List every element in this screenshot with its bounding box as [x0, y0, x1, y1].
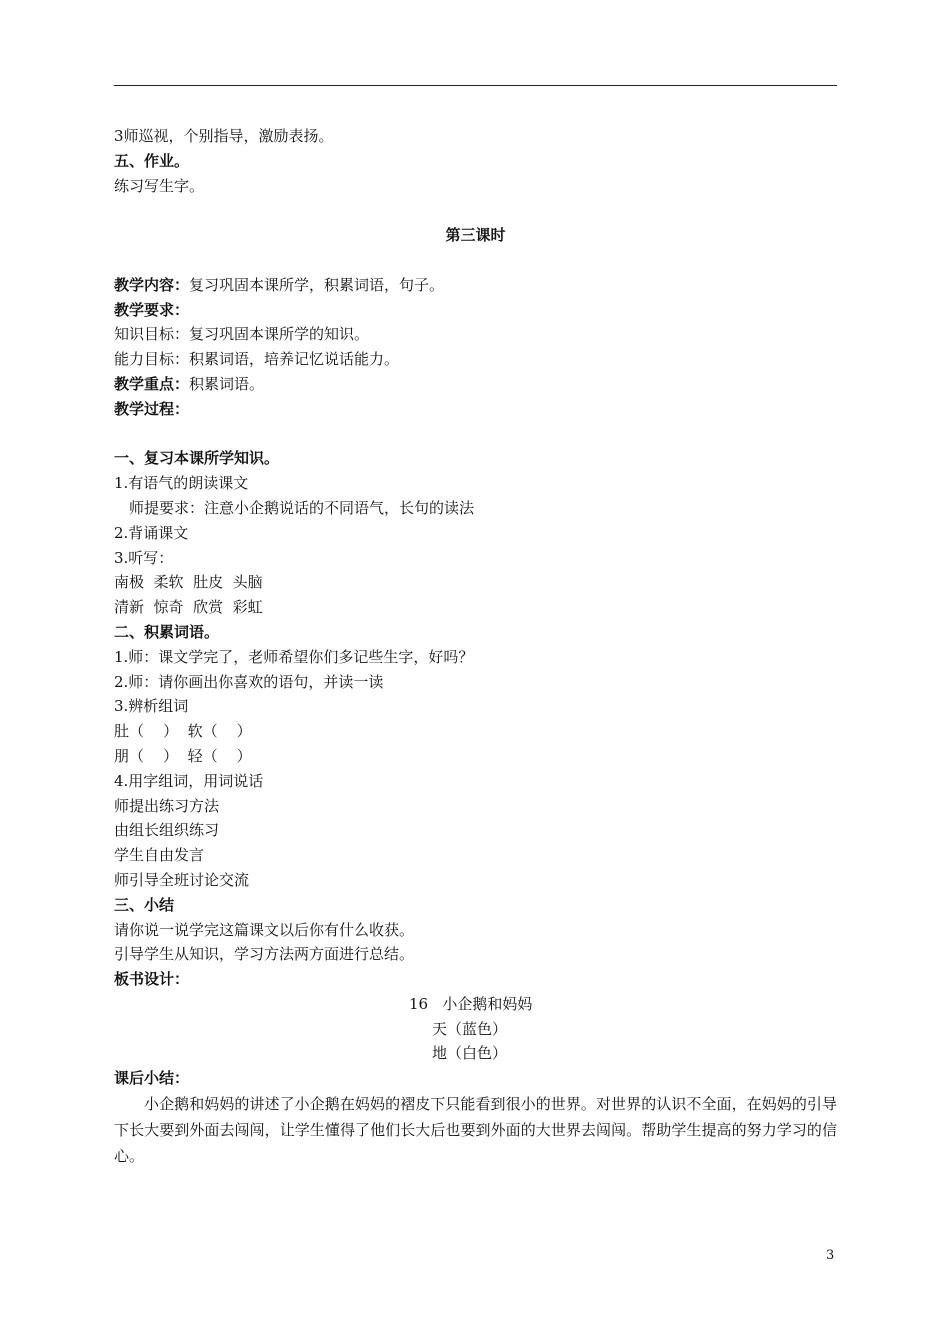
list-item: 朋（ ） 轻（ ） [114, 746, 252, 765]
list-item: 学生自由发言 [114, 846, 205, 865]
list-item: 请你说一说学完这篇课文以后你有什么收获。 [114, 920, 415, 939]
board-line: 天（蓝色） [432, 1019, 508, 1038]
board-line: 地（白色） [432, 1044, 508, 1063]
text-line: 3师巡视，个别指导，激励表扬。 [114, 127, 334, 145]
list-item: 师引导全班讨论交流 [114, 870, 250, 889]
list-item: 3.听写： [114, 548, 174, 567]
focus-line [114, 372, 837, 397]
list-item: 1.有语气的朗读课文 [114, 474, 249, 493]
list-item: 清新 惊奇 欣赏 彩虹 [114, 598, 263, 617]
list-item: 引导学生从知识，学习方法两方面进行总结。 [114, 945, 415, 964]
list-item: 1.师：课文学完了，老师希望你们多记些生字，好吗？ [114, 647, 474, 666]
list-item: 4.用字组词，用词说话 [114, 771, 264, 790]
list-item: 2.背诵课文 [114, 523, 189, 542]
page-number: 3 [826, 1248, 835, 1263]
section-heading: 三、小结 [114, 895, 175, 914]
ability-goal: 能力目标：积累词语，培养记忆说话能力。 [114, 350, 400, 369]
document-body [114, 124, 837, 1169]
section-heading: 一、复习本课所学知识。 [114, 449, 280, 468]
focus-label: 教学重点： [114, 374, 190, 393]
list-item: 3.辨析组词 [114, 697, 189, 716]
requirements-label: 教学要求： [114, 300, 190, 319]
content-label: 教学内容： [114, 275, 190, 294]
board-label: 板书设计： [114, 970, 190, 989]
list-item: 南极 柔软 肚皮 头脑 [114, 573, 263, 592]
list-item: 师提要求：注意小企鹅说话的不同语气，长句的读法 [129, 498, 475, 517]
list-item: 肚（ ） 软（ ） [114, 722, 252, 741]
list-item: 由组长组织练习 [114, 821, 220, 840]
board-title: 16 小企鹅和妈妈 [409, 994, 533, 1013]
focus-text: 积累词语。 [189, 374, 265, 393]
list-item: 师提出练习方法 [114, 796, 220, 815]
process-label: 教学过程： [114, 399, 190, 418]
homework-heading: 五、作业。 [114, 151, 190, 170]
header-rule [114, 85, 837, 86]
knowledge-goal: 知识目标：复习巩固本课所学的知识。 [114, 325, 370, 344]
list-item: 2.师：请你画出你喜欢的语句，并读一读 [114, 672, 384, 691]
summary-label: 课后小结： [114, 1069, 190, 1088]
lesson-title: 第三课时 [445, 226, 506, 245]
summary-paragraph: 小企鹅和妈妈的讲述了小企鹅在妈妈的褶皮下只能看到很小的世界。对世界的认识不全面，在妈妈的引导下长大要到外面去闯闯，让学生懂得了他们长大后也要到外面的大世界去闯闯。帮助学生提高的努力学习的信心。 [114, 1095, 837, 1166]
section-heading: 二、积累词语。 [114, 622, 220, 641]
content-text: 复习巩固本课所学，积累词语，句子。 [189, 275, 445, 294]
content-line [114, 273, 837, 298]
text-line: 练习写生字。 [114, 176, 205, 195]
